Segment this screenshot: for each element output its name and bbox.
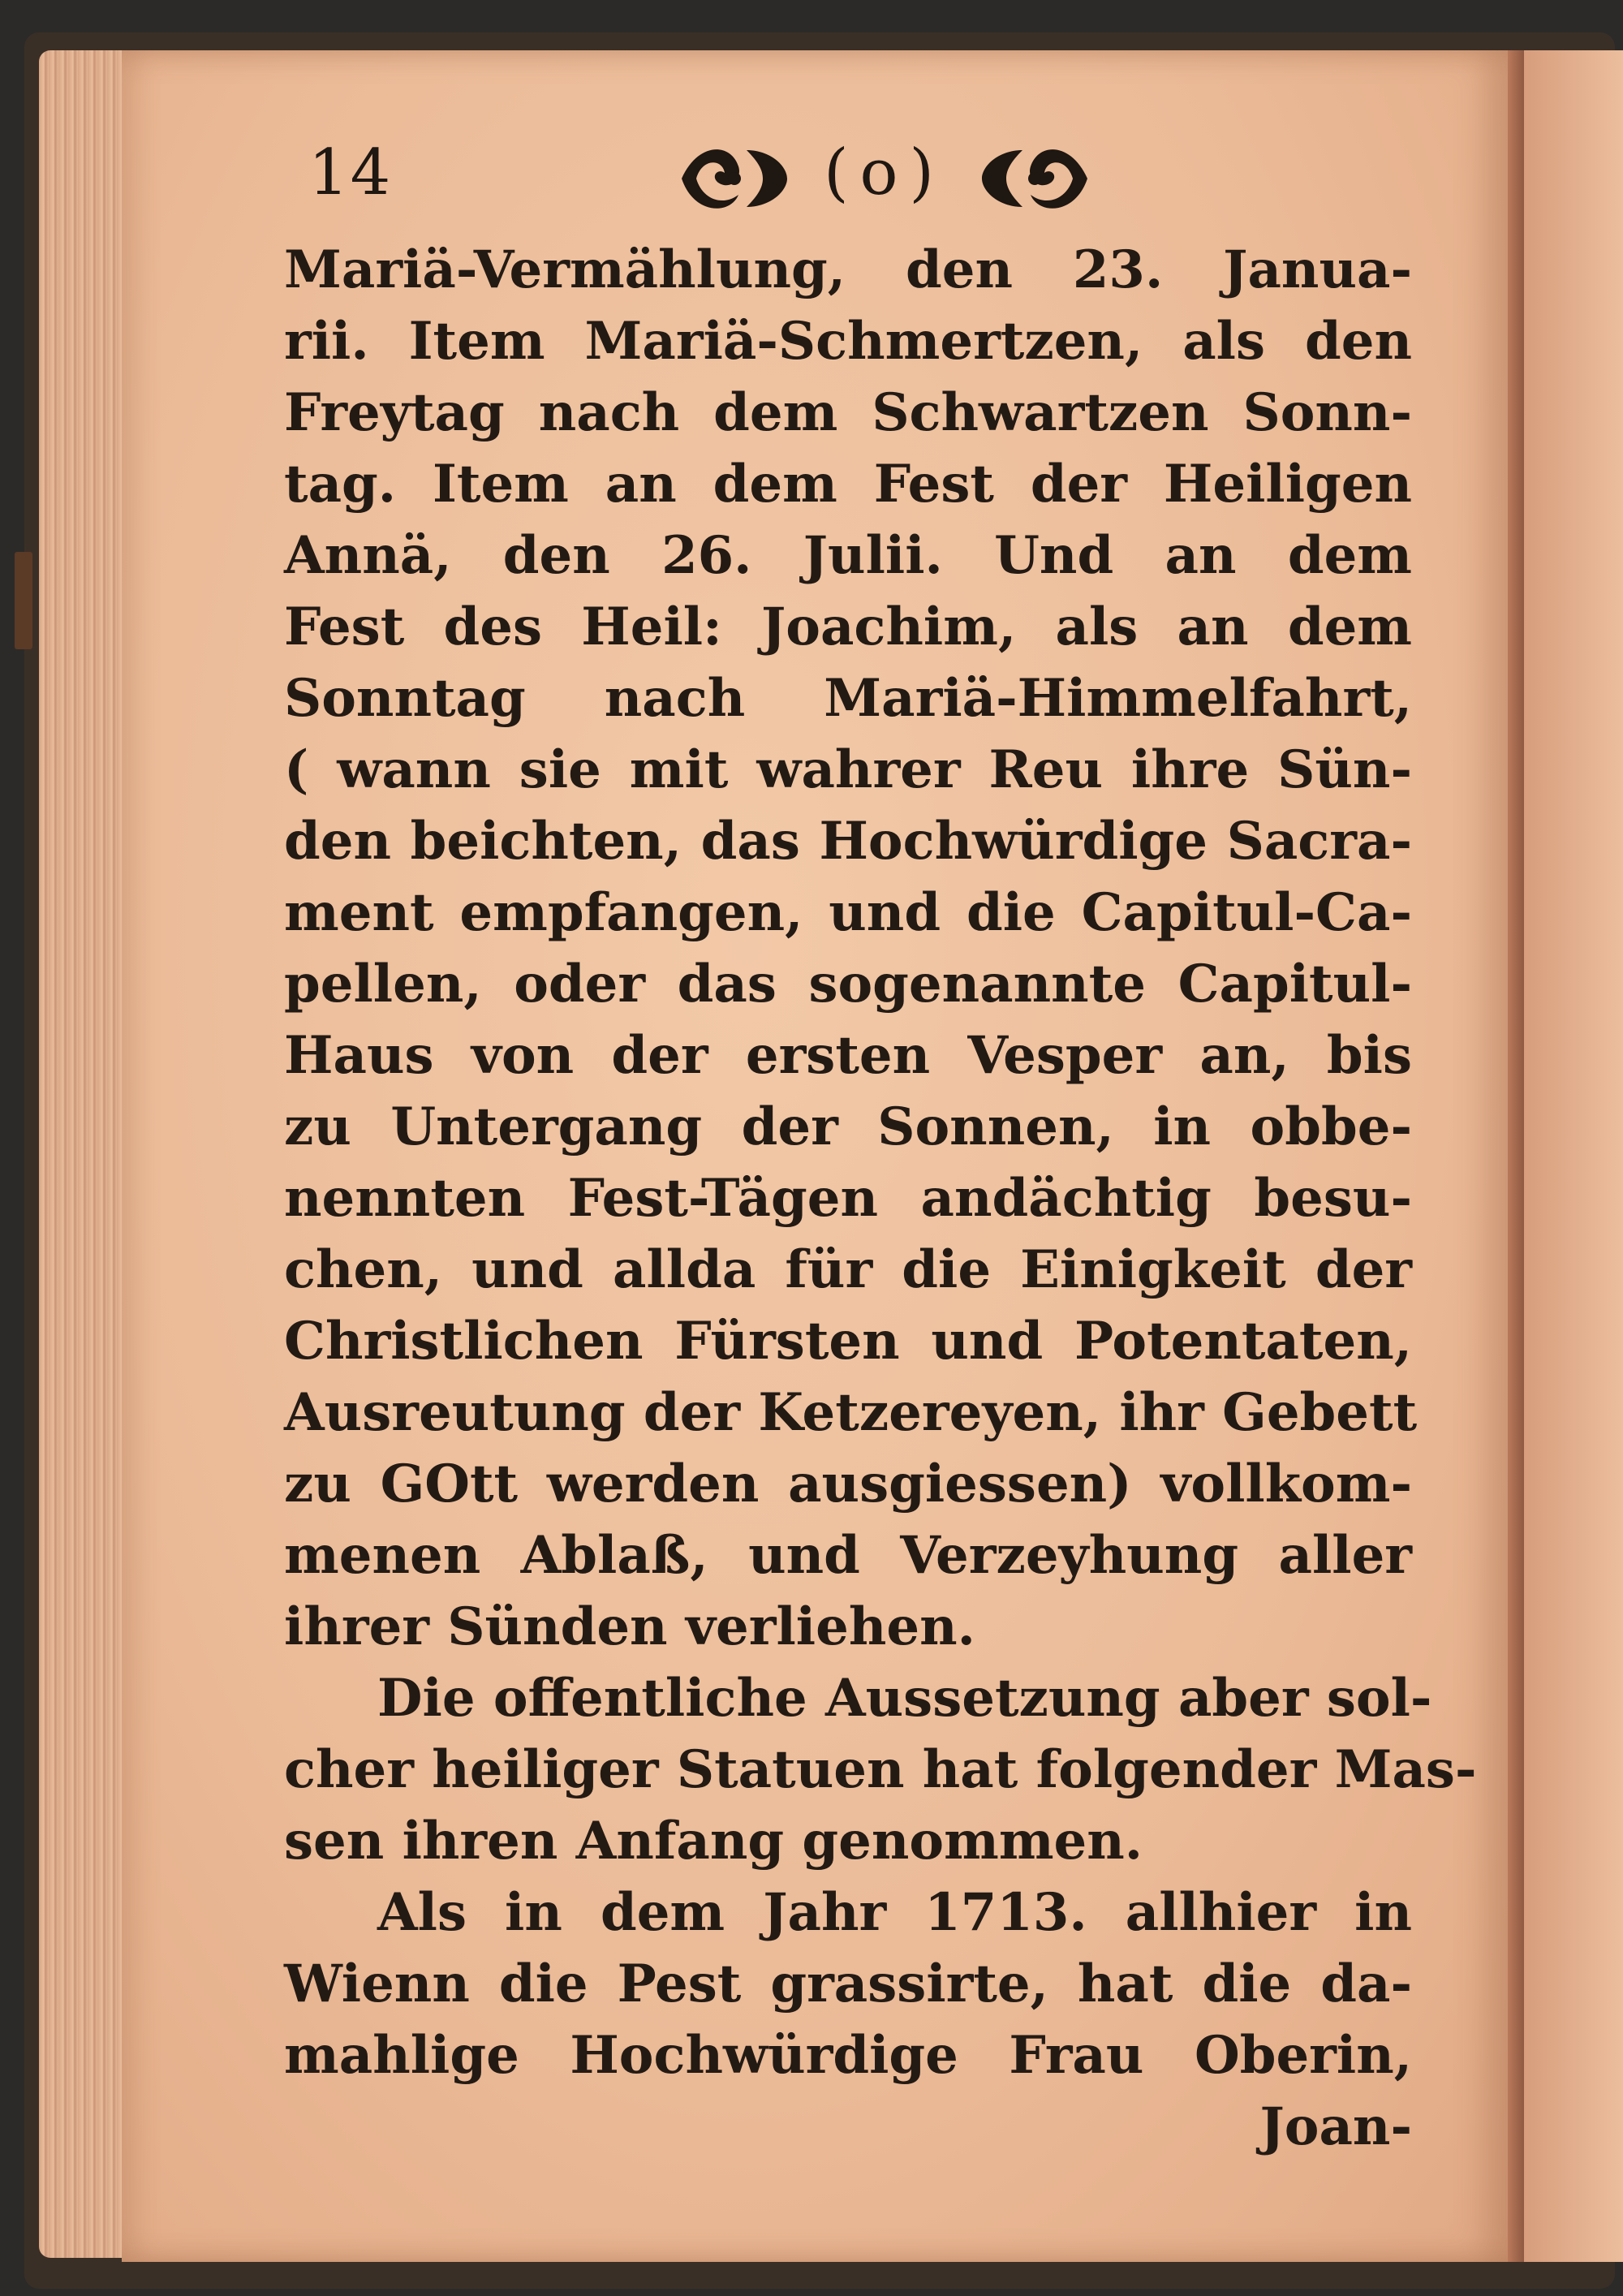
text-line: rii. Item Mariä-Schmertzen, als den xyxy=(284,311,1412,372)
text-line: menen Ablaß, und Verzeyhung aller xyxy=(284,1525,1412,1586)
text-line: chen, und allda für die Einigkeit der xyxy=(284,1239,1412,1300)
text-line: Haus von der ersten Vesper an, bis xyxy=(284,1025,1412,1086)
text-line: Christlichen Fürsten und Potentaten, xyxy=(284,1311,1412,1372)
text-line: Wienn die Pest grassirte, hat die da- xyxy=(284,1954,1412,2014)
text-line: tag. Item an dem Fest der Heiligen xyxy=(284,454,1412,515)
text-line: Annä, den 26. Julii. Und an dem xyxy=(284,525,1412,586)
text-line: cher heiliger Statuen hat folgender Mas- xyxy=(284,1739,1477,1800)
text-line: ( wann sie mit wahrer Reu ihre Sün- xyxy=(284,739,1412,800)
book-gutter xyxy=(1508,50,1524,2262)
right-page-edge xyxy=(1524,50,1623,2262)
text-line: Ausreutung der Ketzereyen, ihr Gebett xyxy=(284,1382,1418,1443)
page-number: 14 xyxy=(308,136,393,209)
text-line: Sonntag nach Mariä-Himmelfahrt, xyxy=(284,668,1412,729)
text-line: zu Untergang der Sonnen, in obbe- xyxy=(284,1096,1412,1157)
text-line: mahlige Hochwürdige Frau Oberin, xyxy=(284,2025,1412,2086)
text-line: Mariä-Vermählung, den 23. Janua- xyxy=(284,239,1412,300)
text-line: pellen, oder das sogenannte Capitul- xyxy=(284,954,1412,1014)
text-line: ihrer Sünden verliehen. xyxy=(284,1596,975,1657)
text-line: den beichten, das Hochwürdige Sacra- xyxy=(284,811,1412,872)
header-mark: (o) xyxy=(824,136,945,209)
left-ornament-icon xyxy=(674,134,795,223)
text-line: zu GOtt werden ausgiessen) vollkom- xyxy=(284,1454,1412,1514)
text-line: Fest des Heil: Joachim, als an dem xyxy=(284,597,1412,657)
text-line: Die offentliche Aussetzung aber sol- xyxy=(377,1668,1432,1729)
text-line: Als in dem Jahr 1713. allhier in xyxy=(377,1882,1412,1943)
right-ornament-icon xyxy=(974,134,1096,223)
catchword: Joan- xyxy=(1259,2096,1412,2157)
book-clasp xyxy=(15,552,32,649)
text-line: nennten Fest-Tägen andächtig besu- xyxy=(284,1168,1412,1229)
text-line: sen ihren Anfang genommen. xyxy=(284,1811,1143,1872)
text-line: Freytag nach dem Schwartzen Sonn- xyxy=(284,382,1412,443)
text-line: ment empfangen, und die Capitul-Ca- xyxy=(284,882,1412,943)
